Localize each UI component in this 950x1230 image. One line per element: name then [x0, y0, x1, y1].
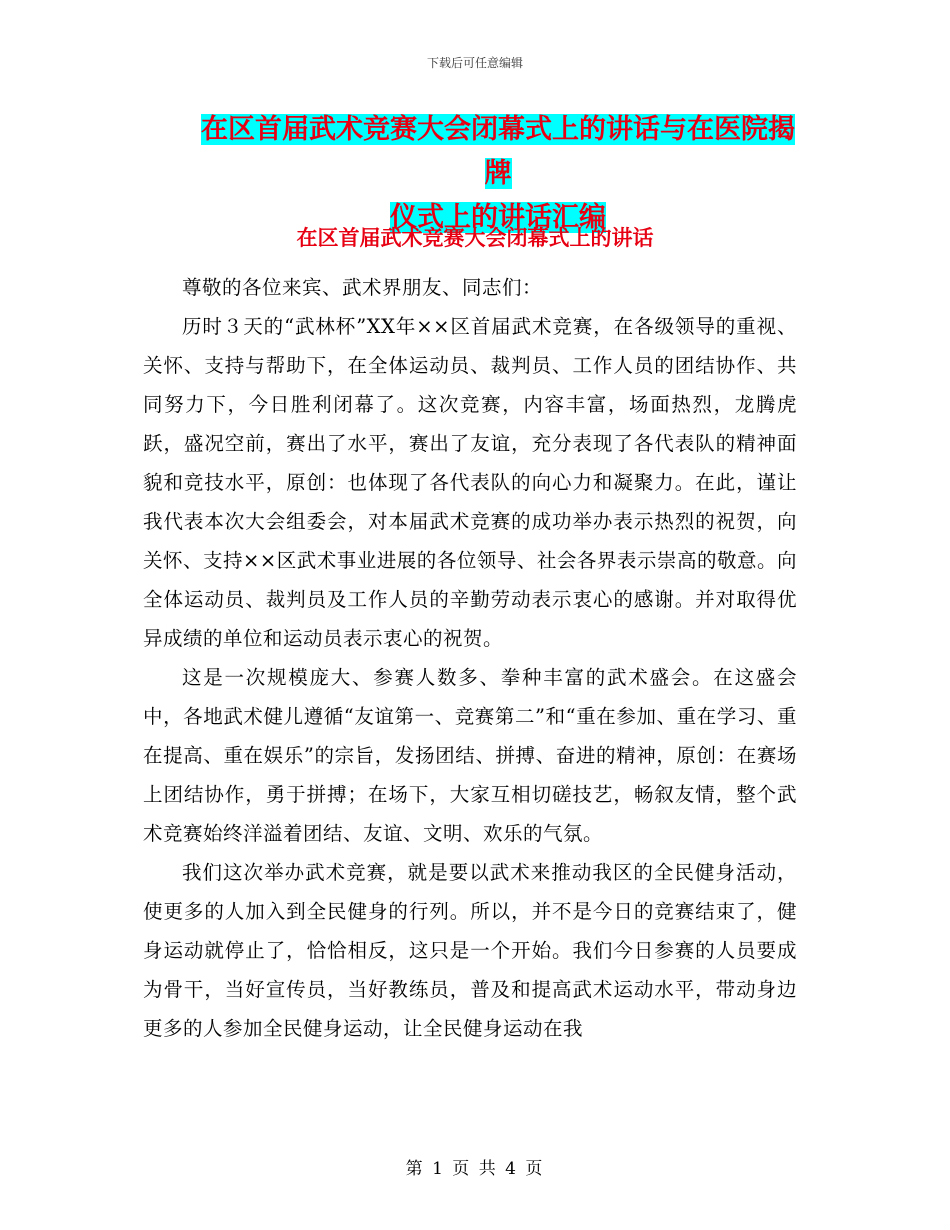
paragraph: 这是一次规模庞大、参赛人数多、拳种丰富的武术盛会。在这盛会中，各地武术健儿遵循“友谊第一、竞赛第二”和“重在参加、重在学习、重在提高、重在娱乐”的宗旨，发扬团结、拼搏、奋进的精神，原创：在赛场上团结协作，勇于拼搏；在场下，大家互相切磋技艺，畅叙友情，整个武术竞赛始终洋溢着团结、友谊、文明、欢乐的气氛。: [143, 666, 797, 845]
document-title: [188, 108, 808, 240]
document-body: [143, 268, 797, 1048]
paragraph: 历时３天的“武林杯”XX年××区首届武术竞赛，在各级领导的重视、关怀、支持与帮助下，在全体运动员、裁判员、工作人员的团结协作、共同努力下，今日胜利闭幕了。这次竞赛，内容丰富，场面热烈，龙腾虎跃，盛况空前，赛出了水平，赛出了友谊，充分表现了各代表队的精神面貌和竞技水平，原创：也体现了各代表队的向心力和凝聚力。在此，谨让我代表本次大会组委会，对本届武术竞赛的成功举办表示热烈的祝贺，向关怀、支持××区武术事业进展的各位领导、社会各界表示崇高的敬意。向全体运动员、裁判员及工作人员的辛勤劳动表示衷心的感谢。并对取得优异成绩的单位和运动员表示衷心的祝贺。: [143, 315, 797, 650]
paragraph-salutation: 尊敬的各位来宾、武术界朋友、同志们：: [182, 276, 543, 299]
page-header-note: 下载后可任意编辑: [426, 56, 523, 70]
paragraph: 我们这次举办武术竞赛，就是要以武术来推动我区的全民健身活动，使更多的人加入到全民健身的行列。所以，并不是今日的竞赛结束了，健身运动就停止了，恰恰相反，这只是一个开始。我们今日参赛的人员要成为骨干，当好宣传员，当好教练员，普及和提高武术运动水平，带动身边更多的人参加全民健身运动，让全民健身运动在我: [143, 861, 797, 1040]
document-title-line-1: 在区首届武术竞赛大会闭幕式上的讲话与在医院揭牌: [201, 114, 795, 189]
page-number: 第 1 页 共 4 页: [405, 1159, 545, 1179]
document-title-line-2: 仪式上的讲话汇编: [390, 202, 606, 233]
section-title: 在区首届武术竞赛大会闭幕式上的讲话: [296, 226, 654, 250]
